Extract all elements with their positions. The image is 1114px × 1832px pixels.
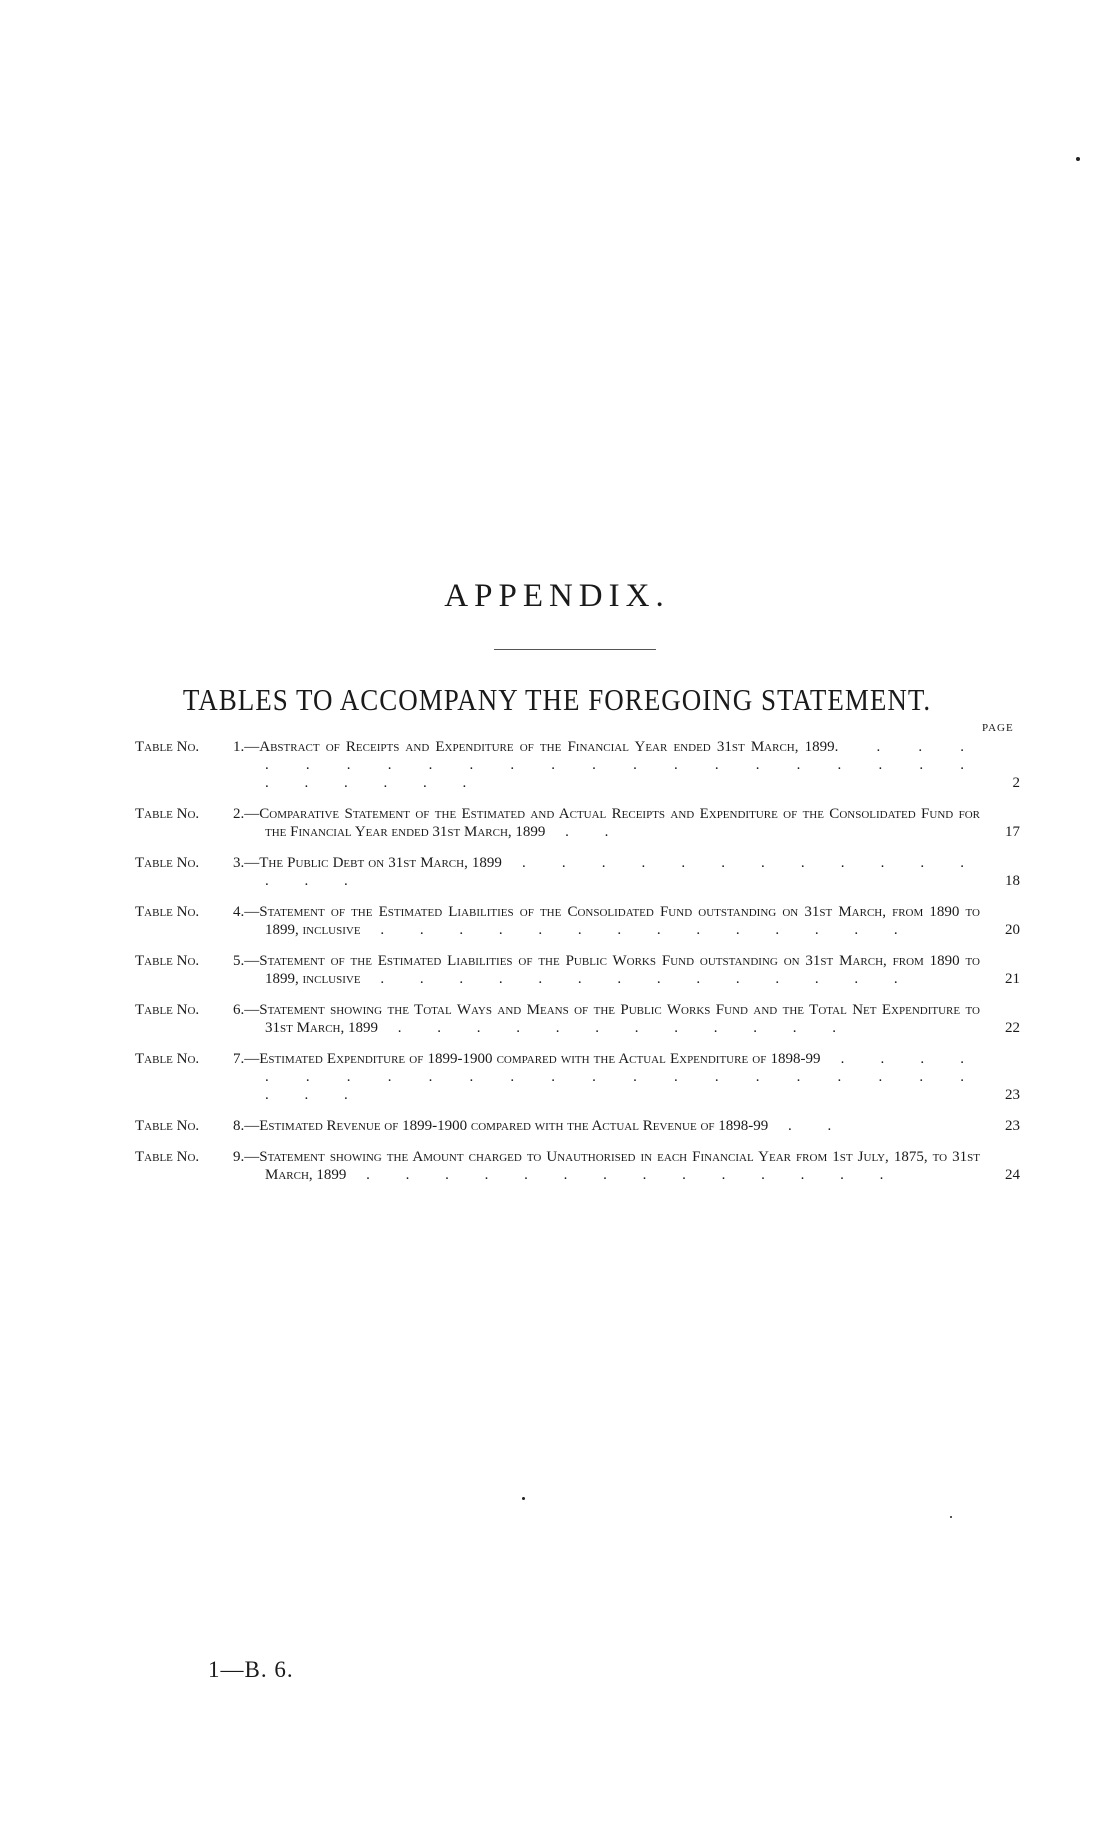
entry-page-number: 22 bbox=[1005, 1020, 1020, 1036]
entry-label: Table No. bbox=[135, 953, 200, 969]
dot-leader: . . . . . . . . . . . . . . bbox=[360, 922, 914, 938]
page-signature: 1—B. 6. bbox=[208, 1657, 294, 1682]
toc-entry[interactable] bbox=[135, 854, 1020, 890]
dot-leader: . . . . . . . . . . . . . . . . . . . . . . . . . . . . bbox=[265, 739, 981, 791]
table-of-contents bbox=[135, 738, 1020, 1197]
toc-entry[interactable] bbox=[135, 738, 1020, 792]
scan-speck bbox=[522, 1497, 525, 1500]
entry-page-number: 23 bbox=[1005, 1087, 1020, 1103]
entry-text: 1.—Abstract of Receipts and Expenditure of the Financial Year ended 31st March, 1899 bbox=[233, 739, 835, 755]
entry-text: 6.—Statement showing the Total Ways and Means of the Public Works Fund and the Total Net Expenditure to 31st March, 1899 bbox=[233, 1002, 980, 1036]
entry-label: Table No. bbox=[135, 904, 200, 920]
entry-text-block bbox=[233, 1001, 980, 1037]
scan-speck bbox=[1076, 157, 1080, 161]
entry-page-number: 24 bbox=[1005, 1167, 1020, 1183]
toc-entry[interactable] bbox=[135, 903, 1020, 939]
dot-leader: . . . . . . . . . . . . . . bbox=[360, 971, 914, 987]
toc-entry[interactable] bbox=[135, 1050, 1020, 1104]
entry-text: 4.—Statement of the Estimated Liabilities of the Consolidated Fund outstanding on 31st March, from 1890 to 1899, inclusive bbox=[233, 904, 980, 938]
entry-text: 5.—Statement of the Estimated Liabilities of the Public Works Fund outstanding on 31st March, from 1890 to 1899, inclusive bbox=[233, 953, 980, 987]
entry-text-block bbox=[233, 1050, 980, 1104]
dot-leader: . . . . . . . . . . . . bbox=[378, 1020, 852, 1036]
dot-leader: . . . . . . . . . . . . . . . . . . . . . . . . . bbox=[265, 1051, 981, 1103]
toc-entry[interactable] bbox=[135, 1148, 1020, 1184]
entry-label: Table No. bbox=[135, 1051, 200, 1067]
page-column-label: PAGE bbox=[982, 722, 1014, 734]
entry-text-block bbox=[233, 738, 980, 792]
entry-text: 8.—Estimated Revenue of 1899-1900 compared with the Actual Revenue of 1898-99 bbox=[233, 1118, 769, 1134]
dot-leader: . . . . . . . . . . . . . . . bbox=[265, 855, 981, 889]
entry-text: 7.—Estimated Expenditure of 1899-1900 compared with the Actual Expenditure of 1898-99 bbox=[233, 1051, 821, 1067]
page-title: APPENDIX. bbox=[444, 578, 670, 614]
entry-text-block bbox=[233, 903, 980, 939]
entry-text: 9.—Statement showing the Amount charged to Unauthorised in each Financial Year from 1st July, 1875, to 31st March, 1899 bbox=[233, 1149, 980, 1183]
toc-entry[interactable] bbox=[135, 1117, 1020, 1135]
entry-page-number: 18 bbox=[1005, 873, 1020, 889]
page-subtitle: TABLES TO ACCOMPANY THE FOREGOING STATEMENT. bbox=[182, 683, 932, 717]
entry-page-number: 17 bbox=[1005, 824, 1020, 840]
toc-entry[interactable] bbox=[135, 805, 1020, 841]
entry-text-block bbox=[233, 1117, 980, 1135]
entry-label: Table No. bbox=[135, 739, 200, 755]
title-rule bbox=[494, 649, 656, 650]
entry-page-number: 2 bbox=[1012, 775, 1020, 791]
toc-entry[interactable] bbox=[135, 952, 1020, 988]
dot-leader: . . bbox=[545, 824, 625, 840]
entry-label: Table No. bbox=[135, 1118, 200, 1134]
scan-speck bbox=[950, 1516, 952, 1518]
toc-entry[interactable] bbox=[135, 1001, 1020, 1037]
entry-text: 2.—Comparative Statement of the Estimated and Actual Receipts and Expenditure of the Consolidated Fund for the Financial Year ended 31st March, 1899 bbox=[233, 806, 980, 840]
dot-leader: . . . . . . . . . . . . . . bbox=[346, 1167, 900, 1183]
entry-label: Table No. bbox=[135, 806, 200, 822]
entry-label: Table No. bbox=[135, 1149, 200, 1165]
entry-text-block bbox=[233, 1148, 980, 1184]
entry-label: Table No. bbox=[135, 855, 200, 871]
entry-text-block bbox=[233, 854, 980, 890]
entry-text-block bbox=[233, 805, 980, 841]
entry-page-number: 21 bbox=[1005, 971, 1020, 987]
entry-page-number: 23 bbox=[1005, 1118, 1020, 1134]
entry-text-block bbox=[233, 952, 980, 988]
entry-text: 3.—The Public Debt on 31st March, 1899 bbox=[233, 855, 502, 871]
dot-leader: . . bbox=[768, 1118, 848, 1134]
entry-label: Table No. bbox=[135, 1002, 200, 1018]
entry-page-number: 20 bbox=[1005, 922, 1020, 938]
